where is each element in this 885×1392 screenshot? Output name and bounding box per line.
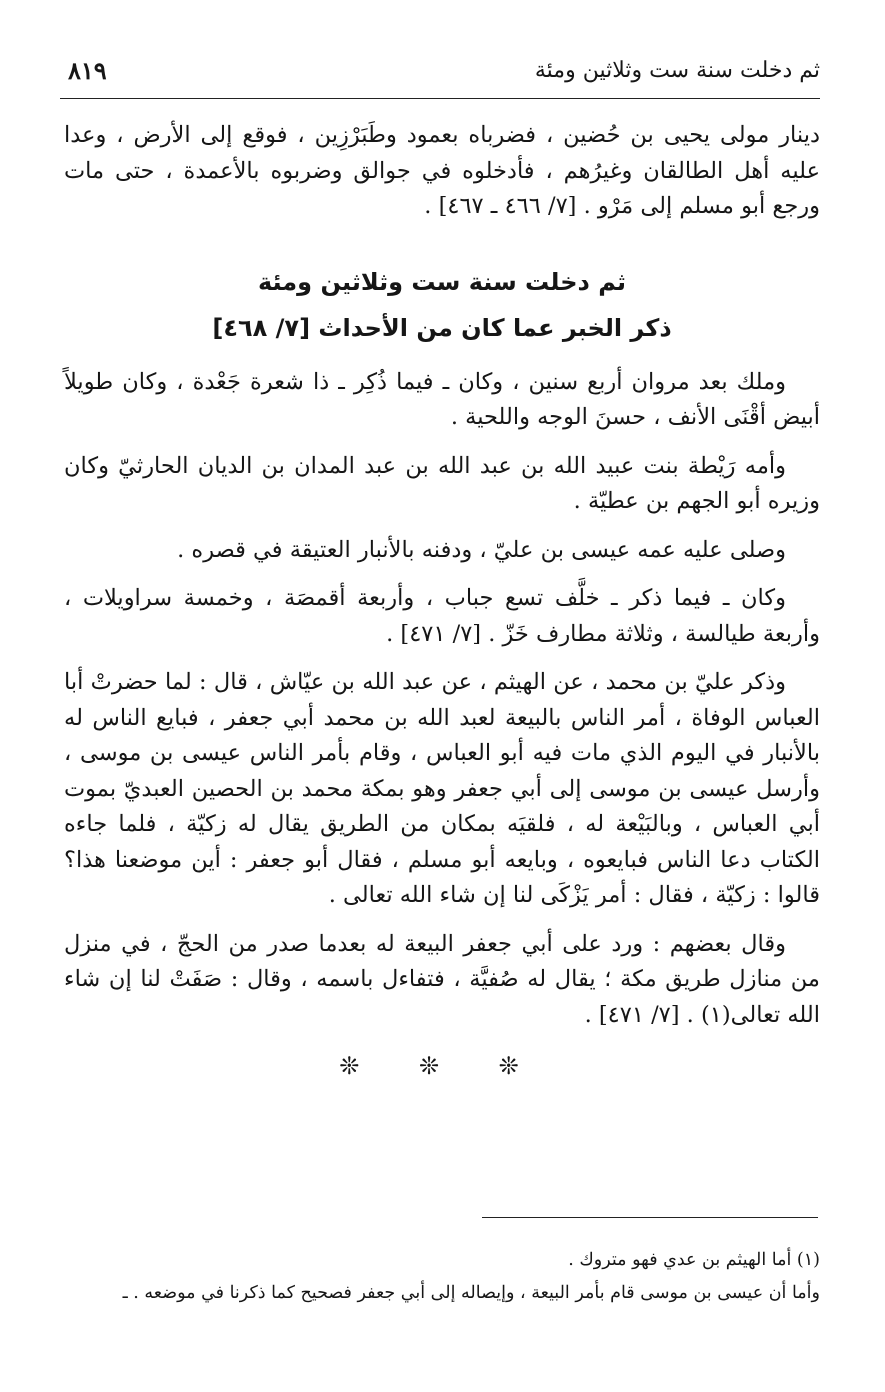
paragraph-succession: وذكر عليّ بن محمد ، عن الهيثم ، عن عبد الله بن عيّاش ، قال : لما حضرتْ أبا العباس الوفاة ، أمر الناس بالبيعة لعبد الله بن محمد أبي جعفر ، فبايع الناس له بالأنبار في اليوم الذي مات فيه أبو العباس ، وقام بأمر الناس عيسى بن موسى ، وأرسل عيسى بن موسى إلى أبي جعفر وهو بمكة محمد بن الحصين العبديّ بموت أبي العباس ، وبالبَيْعة له ، فلقيَه بمكان من الطريق يقال له زكيّة ، فلما جاءه الكتاب دعا الناس فبايعوه ، وبايعه أبو مسلم ، فقال أبو جعفر : أين موضعنا هذا؟ قالوا : زكيّة ، فقال : أمر يَزْكَى لنا إن شاء الله تعالى . [64,669,820,908]
paragraph-other-account [64,927,820,1034]
page-header [60,56,820,99]
year-heading: ثم دخلت سنة ست وثلاثين ومئة [257,267,627,296]
footnote-1-continuation: وأما أن عيسى بن موسى قام بأمر البيعة ، وإيصاله إلى أبي جعفر فصحيح كما ذكرنا في موضعه . ـ [122,1283,820,1303]
paragraph-estate: وكان ـ فيما ذكر ـ خلَّف تسع جباب ، وأربعة أقمصَة ، وخمسة سراويلات ، وأربعة طيالسة ، وثلاثة مطارف خَزّ . [٧/ ٤٧١] . [64,585,820,647]
paragraph-burial: وصلى عليه عمه عيسى بن عليّ ، ودفنه بالأنبار العتيقة في قصره . [177,536,786,563]
footnotes [58,1244,820,1310]
intro-paragraph: دينار مولى يحيى بن حُضين ، فضرباه بعمود وطَبَرْزِين ، فوقع إلى الأرض ، وعدا عليه أهل الطالقان وغيرُهم ، فأدخلوه في جوالق وضربوه بالأعمدة ، حتى مات ورجع أبو مسلم إلى مَرْو . [٧/ ٤٦٦ ـ ٤٦٧] . [64,122,820,219]
paragraph-mother: وأمه رَيْطة بنت عبيد الله بن عبد الله بن عبد المدان بن الديان الحارثيّ وكان وزيره أبو الجهم بن عطيّة . [64,452,820,514]
page-number: ٨١٩ [68,56,107,85]
paragraph-other-account-text: وقال بعضهم : ورد على أبي جعفر البيعة له بعدما صدر من الحجّ ، في منزل من منازل طريق مكة ؛ يقال له صُفيَّة ، فتفاءل باسمه ، وقال : صَفَتْ لنا إن شاء الله تعالى [64,930,820,1028]
footnote-divider [482,1217,818,1218]
running-title: ثم دخلت سنة ست وثلاثين ومئة [534,58,820,83]
section-headings [64,259,820,351]
topic-heading: ذكر الخبر عما كان من الأحداث [٧/ ٤٦٨] [212,313,672,342]
body-text [64,118,820,1085]
paragraph-reign: وملك بعد مروان أربع سنين ، وكان ـ فيما ذُكِر ـ ذا شعرة جَعْدة ، وكان طويلاً أبيض أقْنَى الأنف ، حسنَ الوجه واللحية . [64,368,820,430]
section-separator: ❊ ❊ ❊ [339,1052,545,1080]
footnote-1: (١) أما الهيثم بن عدي فهو متروك . [568,1250,820,1270]
footnote-reference: (١) . [٧/ ٤٧١] . [584,1001,731,1028]
